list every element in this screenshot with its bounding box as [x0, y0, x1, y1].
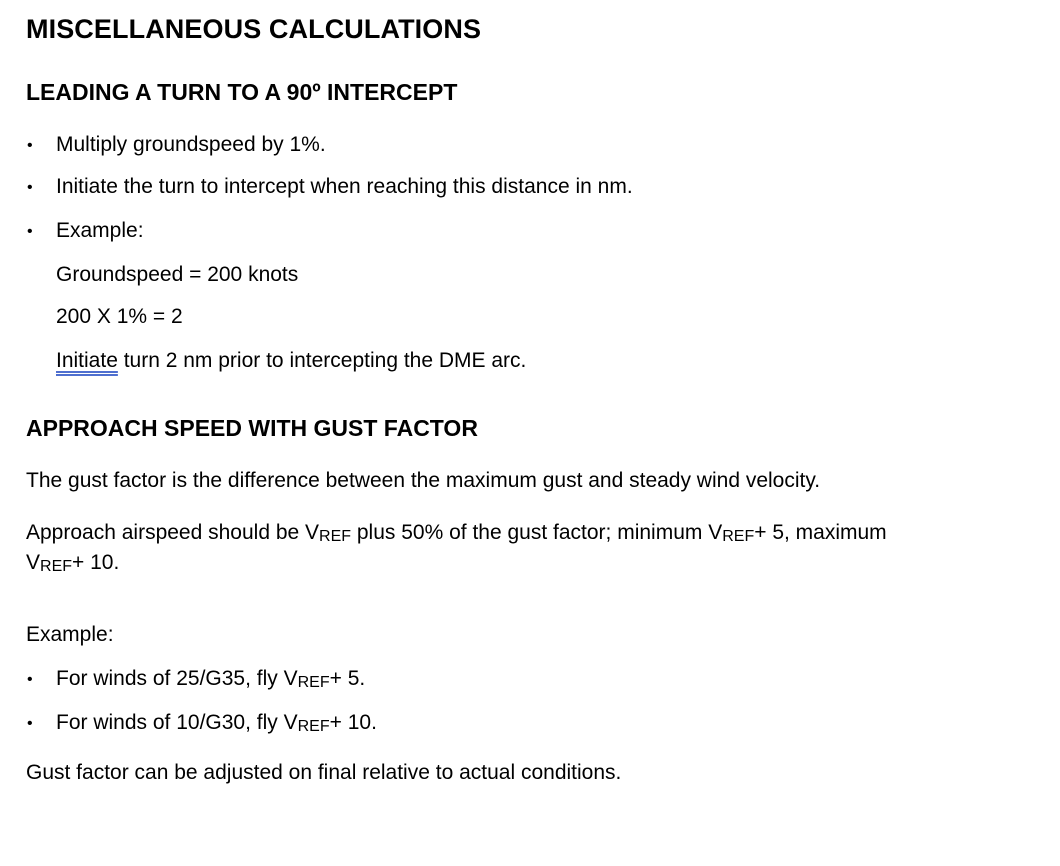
example-label: Example:	[26, 623, 114, 646]
example-line: Groundspeed = 200 knots	[56, 263, 299, 286]
list-item: Multiply groundspeed by 1%.	[56, 133, 326, 156]
bullet-icon: •	[27, 223, 33, 240]
bullet-icon: •	[27, 137, 33, 154]
bullet-icon: •	[27, 715, 33, 732]
closing-paragraph: Gust factor can be adjusted on final relative to actual conditions.	[26, 761, 622, 784]
list-item: Initiate the turn to intercept when reaching this distance in nm.	[56, 175, 633, 198]
list-item: For winds of 10/G30, fly VREF+ 10.	[56, 711, 377, 735]
section-heading-gust-factor: APPROACH SPEED WITH GUST FACTOR	[26, 415, 478, 441]
bullet-icon: •	[27, 671, 33, 688]
section-heading-turn-intercept: LEADING A TURN TO A 90º INTERCEPT	[26, 79, 458, 105]
list-item: Example:	[56, 219, 144, 242]
paragraph-gust-definition: The gust factor is the difference between the maximum gust and steady wind velocity.	[26, 469, 821, 492]
list-item: For winds of 25/G35, fly VREF+ 5.	[56, 667, 366, 691]
spellcheck-word[interactable]: Initiate	[56, 349, 118, 372]
example-line: 200 X 1% = 2	[56, 305, 183, 328]
example-conclusion: Initiate turn 2 nm prior to intercepting the DME arc.	[56, 349, 527, 372]
paragraph-approach-airspeed: Approach airspeed should be VREF plus 50% of the gust factor; minimum VREF+ 5, maximum VREF+ 10.	[26, 521, 887, 575]
page-title: MISCELLANEOUS CALCULATIONS	[26, 14, 482, 44]
bullet-icon: •	[27, 179, 33, 196]
